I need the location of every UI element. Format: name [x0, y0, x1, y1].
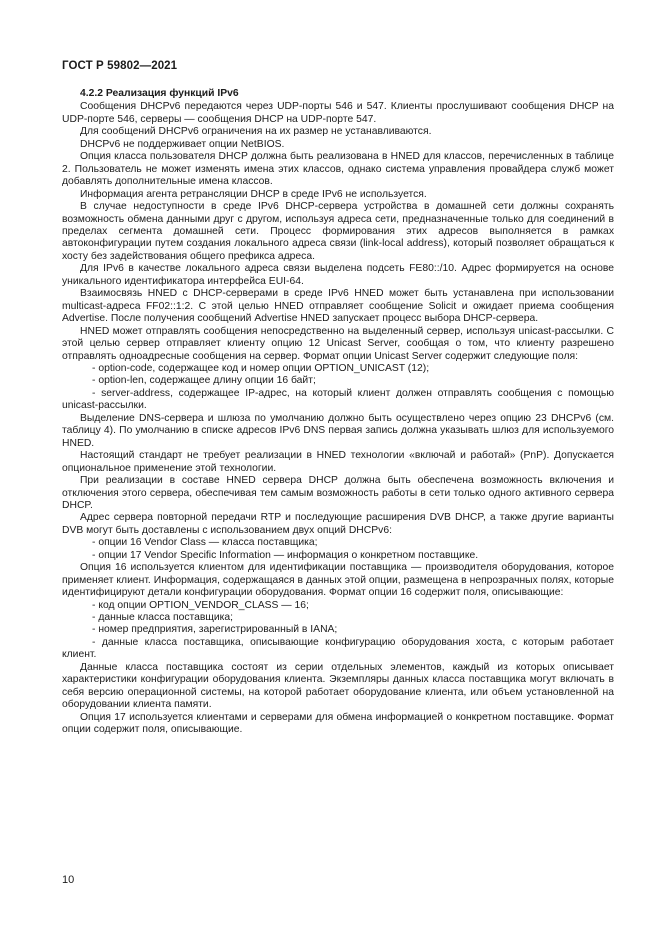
document-body	[62, 88, 614, 737]
paragraph: Для сообщений DHCPv6 ограничения на их размер не устанавливаются.	[80, 126, 432, 138]
list-item: - номер предприятия, зарегистрированный в IANA;	[92, 624, 338, 636]
paragraph: HNED может отправлять сообщения непосредственно на выделенный сервер, используя unicast-рассылки. С этой целью сервер отправляет клиенту опцию 12 Unicast Server, сообщая о том, что клиенту разрешено отправлять одноадресные сообщения на сервер. Формат опции Unicast Server содержит следующие поля:	[62, 325, 614, 362]
list-item: - опции 16 Vendor Class — класса поставщика;	[92, 537, 318, 549]
paragraph: В случае недоступности в среде IPv6 DHCP-сервера устройства в домашней сети должны сохранять возможность обмена данными друг с другом, используя адреса сети, предназначенные только для соединений в пределах сегмента домашней сети. Процесс формирования этих адресов выполняется в рамках автоконфигурации путем создания локального адреса связи (link-local address), который позволяет обращаться к хосту без задействования общего префикса адреса.	[62, 201, 614, 262]
list-item: - данные класса поставщика, описывающие конфигурацию оборудования хоста, с которым работает клиент.	[62, 636, 614, 661]
paragraph: DHCPv6 не поддерживает опции NetBIOS.	[80, 138, 285, 150]
list-item: - данные класса поставщика;	[92, 612, 234, 624]
section-title: 4.2.2 Реализация функций IPv6	[80, 88, 239, 99]
paragraph: Настоящий стандарт не требует реализации в HNED технологии «включай и работай» (PnP). Допускается опциональное применение этой технологии.	[62, 450, 614, 474]
paragraph: Сообщения DHCPv6 передаются через UDP-порты 546 и 547. Клиенты прослушивают сообщения DHCP на UDP-порте 546, серверы — сообщения DHCP на UDP-порте 547.	[62, 101, 614, 125]
paragraph: Данные класса поставщика состоят из серии отдельных элементов, каждый из которых описывает характеристики конфигурации оборудования клиента. Экземпляры данных класса поставщика могут включать в себя версию операционной системы, на которой работает оборудование клиента, или объем установленной на оборудовании клиента памяти.	[62, 661, 614, 711]
list-item: - option-len, содержащее длину опции 16 байт;	[92, 375, 316, 387]
paragraph: Выделение DNS-сервера и шлюза по умолчанию должно быть осуществлено через опцию 23 DHCPv6 (см. таблицу 4). По умолчанию в списке адресов IPv6 DNS первая запись должна указывать шлюз для используемого HNED.	[62, 412, 614, 449]
paragraph: Адрес сервера повторной передачи RTP и последующие расширения DVB DHCP, а также другие варианты DVB могут быть доставлены с использованием двух опций DHCPv6:	[62, 512, 614, 536]
paragraph: Взаимосвязь HNED с DHCP-серверами в среде IPv6 HNED может быть устанавлена при использовании multicast-адреса FF02::1:2. С этой целью HNED отправляет сообщение Solicit и ожидает приема сообщения Advertise. После получения сообщений Advertise HNED запускает процесс выбора DHCP-сервера.	[62, 288, 614, 325]
page-number: 10	[62, 874, 75, 886]
list-item: - option-code, содержащее код и номер опции OPTION_UNICAST (12);	[92, 362, 430, 374]
paragraph: При реализации в составе HNED сервера DHCP должна быть обеспечена возможность включения и отключения этого сервера, обеспечивая тем самым возможность работы в сети только одного активного сервера DHCP.	[62, 475, 614, 511]
list-item: - опции 17 Vendor Specific Information — информация о конкретном поставщике.	[92, 549, 479, 561]
paragraph: Информация агента ретрансляции DHCP в среде IPv6 не используется.	[80, 188, 427, 200]
list-item: - server-address, содержащее IP-адрес, на который клиент должен отправлять сообщения с помощью unicast-рассылки.	[62, 387, 614, 412]
document-header: ГОСТ Р 59802—2021	[62, 60, 178, 72]
paragraph: Для IPv6 в качестве локального адреса связи выделена подсеть FE80::/10. Адрес формируется на основе уникального идентификатора интерфейса EUI-64.	[62, 263, 614, 287]
list-item: - код опции OPTION_VENDOR_CLASS — 16;	[92, 599, 309, 611]
paragraph: Опция 16 используется клиентом для идентификации поставщика — производителя оборудования, которое применяет клиент. Информация, содержащаяся в данных этой опции, размещена в непрозрачных полях, которые идентифицируют детали конфигурации оборудования. Формат опции 16 содержит поля, описывающие:	[62, 562, 614, 599]
paragraph: Опция 17 используется клиентами и серверами для обмена информацией о конкретном поставщике. Формат опции содержит поля, описывающие.	[62, 711, 614, 736]
paragraph: Опция класса пользователя DHCP должна быть реализована в HNED для классов, перечисленных в таблице 2. Пользователь не может изменять имена этих классов, однако система управления провайдера служб может добавлять дополнительные имена классов.	[62, 151, 614, 188]
